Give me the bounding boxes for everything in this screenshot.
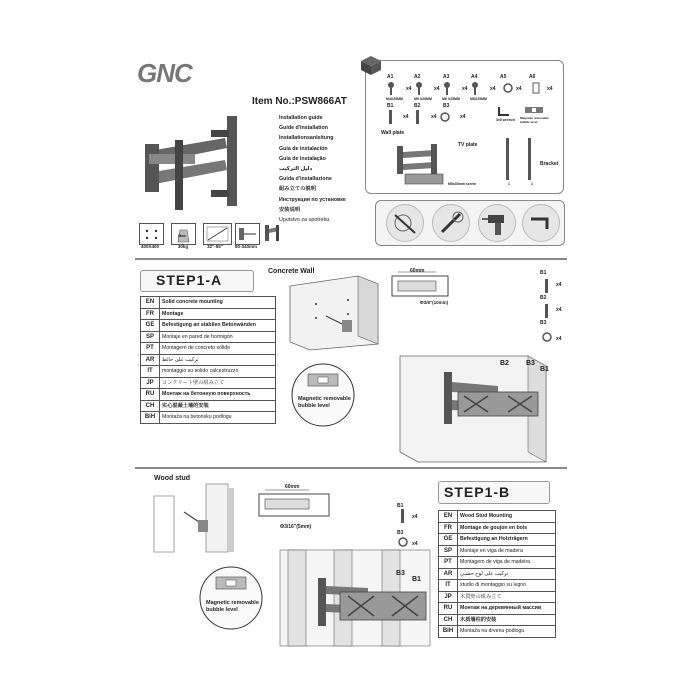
part-id: B2: [540, 295, 547, 301]
anchor-row-icons: [385, 108, 465, 126]
guide-title: Guía de instalación: [279, 145, 328, 152]
part-qty: x4: [431, 114, 437, 120]
wood-bubble-level-label: Magnetic removable bubble level: [206, 600, 259, 613]
guide-title: دليل التركيب: [279, 166, 313, 173]
table-row: AR تركيب على حائط: [141, 354, 276, 366]
guide-title: Инструкция по установке: [279, 196, 346, 203]
part-qty: x4: [412, 541, 418, 547]
concrete-wall-label: Concrete Wall: [268, 268, 315, 275]
bubble-level-icon: [524, 105, 544, 115]
wrench-icon: [496, 105, 514, 119]
vesa-icon: [139, 223, 164, 245]
table-row: BiH Montaža na betonsku podlogu: [141, 412, 276, 424]
part-qty: x4: [556, 336, 562, 342]
part-qty: x4: [460, 114, 466, 120]
product-illustration: [135, 110, 260, 220]
part-id: B2: [414, 103, 421, 109]
guide-title: Uputstvo za upotrebu: [279, 217, 330, 224]
mounted-bracket-concrete: [398, 352, 548, 464]
table-row: FR Montage de goujon en bois: [439, 522, 556, 534]
extension-icon: [235, 223, 260, 245]
bubble-label: Magnetic removable bubble level: [520, 116, 549, 124]
part-id: A3: [443, 74, 450, 80]
part-id: A5: [500, 74, 507, 80]
section-divider: [135, 467, 567, 469]
part-id: B3: [443, 103, 450, 109]
guide-title: Installationsanleitung: [279, 135, 334, 142]
part-id: A1: [387, 74, 394, 80]
table-row: BiH Montaža na drvenu podlogu: [439, 626, 556, 638]
item-number: Item No.:PSW866AT: [252, 96, 347, 107]
table-row: EN Solid concrete mounting: [141, 297, 276, 309]
table-row: FR Montage: [141, 308, 276, 320]
table-row: PT Montagem de concreto sólido: [141, 343, 276, 355]
b-parts-icons: [540, 277, 554, 347]
guide-title: Guida d'installazione: [279, 176, 332, 183]
part-size: M4X25MM: [386, 97, 403, 101]
part-qty: x4: [434, 86, 440, 92]
guide-title: Guia de instalação: [279, 155, 326, 162]
table-row: AR تركيب على لوح خشبي: [439, 568, 556, 580]
part-qty: x4: [406, 86, 412, 92]
part-id: B1: [387, 103, 394, 109]
bubble-level-detail: [290, 362, 356, 428]
screw-qty: 1: [508, 182, 510, 186]
wood-bubble-level-detail: [198, 565, 264, 631]
step1b-title: STEP1-B: [444, 484, 511, 500]
part-id: B3: [540, 320, 547, 326]
wood-stud-label: Wood stud: [154, 475, 191, 482]
wall-plate-illustration: [395, 138, 455, 188]
wood-callout-b3: B3: [396, 570, 405, 577]
bracket-illustration: [500, 136, 540, 184]
step1a-title: STEP1-A: [156, 272, 223, 288]
part-size: M8X25MM: [470, 97, 487, 101]
part-qty: x4: [403, 114, 409, 120]
extension-label: 80-340mm: [234, 244, 257, 249]
concrete-wall-illustration: [288, 274, 380, 352]
table-row: CH 实心混凝土墙的安装: [141, 400, 276, 412]
max-load-icon: [171, 223, 196, 245]
part-qty: x4: [547, 86, 553, 92]
wood-depth-label: 60mm: [285, 484, 300, 490]
table-row: SP Montaje en viga de madera: [439, 545, 556, 557]
part-size: M5 X25MM: [414, 97, 432, 101]
pencil-icon: [386, 204, 424, 242]
part-qty: x4: [516, 86, 522, 92]
table-row: PT Montagem de viga de madeira: [439, 557, 556, 569]
guide-title-list: [279, 113, 346, 225]
max-load-label: 30kg: [177, 244, 189, 249]
bracket-label: Bracket: [540, 161, 559, 167]
table-row: SP Montaje en pared de hormigón: [141, 331, 276, 343]
screwdriver-icon: [432, 204, 470, 242]
part-id: A6: [529, 74, 536, 80]
callout-b1: B1: [540, 366, 549, 373]
section-divider: [135, 258, 567, 260]
bracket-qty: 1: [531, 182, 533, 186]
step1b-language-table: [438, 510, 556, 638]
depth-label: 60mm: [410, 268, 425, 274]
callout-b2: B2: [500, 360, 509, 367]
wrench-label: 3x5 wrench: [496, 118, 516, 122]
tv-plate-label: TV plate: [458, 142, 478, 148]
screw-note: M5x30mm screw: [448, 182, 476, 186]
part-id: A4: [471, 74, 478, 80]
bubble-level-label: Magnetic removable bubble level: [298, 396, 351, 409]
guide-title: Guide d'installation: [279, 125, 328, 132]
brand-logo: GNC: [137, 58, 192, 88]
wood-drill-size-label: Φ3/16"(5mm): [280, 524, 312, 530]
part-id: B1: [540, 270, 547, 276]
guide-title: Installation guide: [279, 115, 323, 121]
part-id: B3: [397, 530, 404, 536]
box-icon: [358, 54, 384, 76]
table-row: EN Wood Stud Mounting: [439, 511, 556, 523]
step1a-language-table: [140, 296, 276, 424]
guide-title: 組み立ての説明: [279, 186, 317, 193]
part-qty: x4: [412, 514, 418, 520]
drill-size-label: Φ3/8"(10mm): [420, 300, 449, 305]
part-qty: x4: [556, 307, 562, 313]
part-qty: x4: [462, 86, 468, 92]
part-size: M6 X25MM: [442, 97, 460, 101]
screen-size-icon: [203, 223, 232, 245]
arm-icon: [263, 223, 281, 243]
screw-row-icons: [385, 80, 555, 96]
vesa-label: 400X400: [140, 244, 160, 249]
max-load-box-text: Max: [178, 233, 186, 238]
part-qty: x4: [556, 282, 562, 288]
wood-callout-b1: B1: [412, 576, 421, 583]
guide-title: 安装说明: [279, 206, 301, 213]
table-row: IT montaggio su solido calcestruzzo: [141, 366, 276, 378]
mounted-bracket-wood: [278, 548, 438, 648]
table-row: GE Befestigung an Holzträgern: [439, 534, 556, 546]
drill-icon: [478, 204, 516, 242]
wood-stud-illustration: [150, 482, 235, 554]
callout-b3: B3: [526, 360, 535, 367]
part-qty: x4: [490, 86, 496, 92]
table-row: JP コンクリート壁の組み立て: [141, 377, 276, 389]
wood-parts-icons: [396, 508, 410, 552]
part-id: B1: [397, 503, 404, 509]
table-row: JP 木質壁の組み立て: [439, 591, 556, 603]
table-row: IT studio di montaggio su legno: [439, 580, 556, 592]
table-row: GE Befestigung an stabilen Betonwänden: [141, 320, 276, 332]
wrench-tool-icon: [522, 204, 560, 242]
table-row: RU Монтаж на бетонную поверхность: [141, 389, 276, 401]
table-row: RU Монтаж на деревянный массив: [439, 603, 556, 615]
screen-size-label: 32"-55": [207, 244, 223, 249]
wall-plate-label: Wall plate: [381, 130, 405, 136]
table-row: CH 木质墙柱的安装: [439, 614, 556, 626]
part-id: A2: [414, 74, 421, 80]
